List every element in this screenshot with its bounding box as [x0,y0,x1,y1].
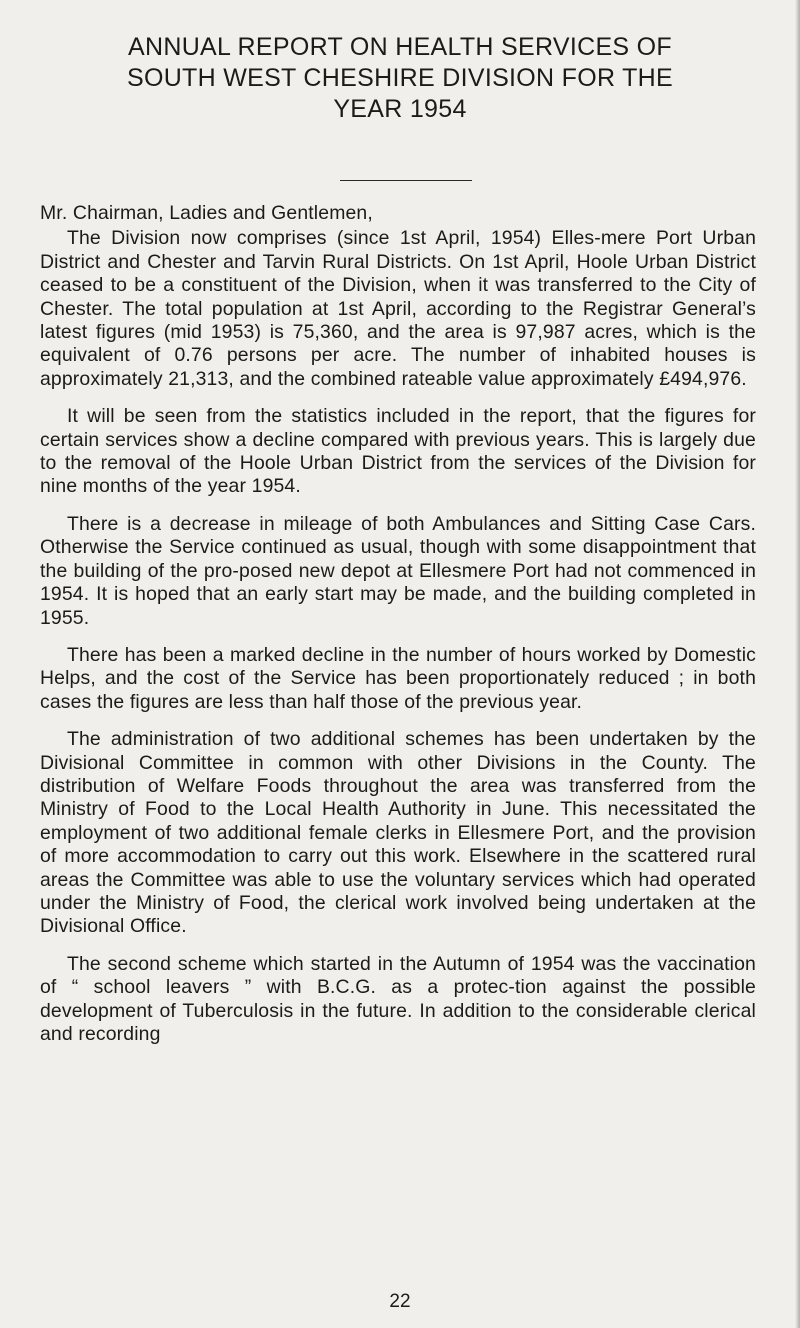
page-number: 22 [389,1291,411,1312]
paragraph-ambulance-mileage: There is a decrease in mileage of both Ambulances and Sitting Case Cars. Otherwise the Service continued as usual, though with some disappointment that the building of the pro-posed new depot at Ellesmere Port had not commenced in 1954. It is hoped that an early start may be made, and the building completed in 1955. [40,512,756,629]
title-divider [340,180,472,181]
salutation: Mr. Chairman, Ladies and Gentlemen, [40,202,373,224]
page-edge-shadow [795,0,800,1328]
title-line: SOUTH WEST CHESHIRE DIVISION FOR THE [126,64,674,92]
paragraph-statistics-decline: It will be seen from the statistics included in the report, that the figures for certain services show a decline compared with previous years. This is largely due to the removal of the Hoole Urban District from the services of the Division for nine months of the year 1954. [40,405,756,498]
report-body [40,202,756,1060]
title-line: ANNUAL REPORT ON HEALTH SERVICES OF [128,33,672,61]
paragraph-bcg-vaccination: The second scheme which started in the Autumn of 1954 was the vaccination of “ school leavers ” with B.C.G. as a protec-tion against the possible development of Tuberculosis in the future. In addition to the considerable clerical and recording [40,952,756,1045]
paragraph-division-composition: The Division now comprises (since 1st April, 1954) Elles-mere Port Urban District and Chester and Tarvin Rural Districts. On 1st April, Hoole Urban District ceased to be a constituent of the Division, when it was transferred to the City of Chester. The total population at 1st April, according to the Registrar General’s latest figures (mid 1953) is 75,360, and the area is 97,987 acres, which is the equivalent of 0.76 persons per acre. The number of inhabited houses is approximately 21,313, and the combined rateable value approximately £494,976. [40,227,756,390]
paragraph-additional-schemes: The administration of two additional schemes has been undertaken by the Divisional Committee in common with other Divisions in the County. The distribution of Welfare Foods throughout the area was transferred from the Ministry of Food to the Local Health Authority in June. This necessitated the employment of two additional female clerks in Ellesmere Port, and the provision of more accommodation to carry out this work. Elsewhere in the scattered rural areas the Committee was able to use the voluntary services which had operated under the Ministry of Food, the clerical work involved being undertaken at the Divisional Office. [40,728,756,938]
paragraph-domestic-helps: There has been a marked decline in the number of hours worked by Domestic Helps, and the cost of the Service has been proportionately reduced ; in both cases the figures are less than half those of the previous year. [40,643,756,713]
title-line: YEAR 1954 [333,95,467,123]
report-title [40,32,760,125]
